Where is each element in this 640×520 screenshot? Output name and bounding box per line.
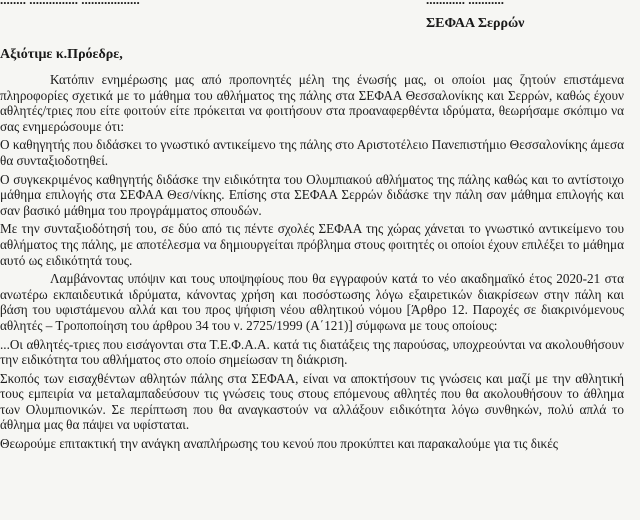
recipient-line: ΣΕΦΑΑ Σερρών	[426, 16, 525, 31]
paragraph-law-quote: ...Οι αθλητές-τριες που εισάγονται στα Τ.Ε.Φ.Α.Α. κατά τις διατάξεις της παρούσας, υποχρεούνται να ακολουθήσουν την ειδικότητα του αθλήματος στο οποίο σημείωσαν τη διάκριση.	[0, 336, 624, 368]
letter-body	[0, 72, 624, 455]
paragraph-request: Θεωρούμε επιτακτική την ανάγκη αναπλήρωσης του κενού που προκύπτει και παρακαλούμε για τις δικές	[0, 436, 558, 452]
paragraph-consequence: Με την συνταξιοδότησή του, σε δύο από τις πέντε σχολές ΣΕΦΑΑ της χώρας χάνεται το γνωστικό αντικείμενο του αθλήματος της πάλης, με αποτέλεσμα να δημιουργείται πρόβλημα στους φοιτητές οι οποίοι έχουν επιλέξει το μάθημα αυτό ως ειδικότητά τους.	[0, 221, 624, 268]
header-right-cut-text	[426, 0, 504, 7]
paragraph-intro: Κατόπιν ενημέρωσης μας από προπονητές μέλη της ένωσής μας, οι οποίοι μας ζητούν επιστάμενα πληροφορίες σχετικά με το μάθημα του αθλήματος της πάλης στα ΣΕΦΑΑ Θεσσαλονίκης και Σερρών, καθώς έχουν αθλητές/τριες που είτε φοιτούν είτε πρόκειται να φοιτήσουν στα προαναφερθέντα ιδρύματα, θεωρήσαμε σκόπιμο να σας ενημερώσουμε ότι:	[0, 72, 624, 134]
salutation: Αξιότιμε κ.Πρόεδρε,	[0, 47, 123, 62]
paragraph-purpose: Σκοπός των εισαχθέντων αθλητών πάλης στα ΣΕΦΑΑ, είναι να αποκτήσουν τις γνώσεις και μαζί με την αθλητική τους εμπειρία να μεταλαμπαδεύσουν τις γνώσεις τους στους επόμενους αθλητές που θα ακολουθήσουν το άθλημα των Ολυμπιονικών. Σε περίπτωση που θα αναγκαστούν να αλλάξουν ειδικότητα λόγω συνθηκών, πολύ απλά το άθλημα μας θα πάψει να υφίσταται.	[0, 370, 624, 433]
header-left-cut-text	[0, 0, 140, 7]
paragraph-teaching-details: Ο συγκεκριμένος καθηγητής διδάσκε την ειδικότητα του Ολυμπιακού αθλήματος της πάλης καθώς και το αντίστοιχο μάθημα επιλογής στα ΣΕΦΑΑ Θεσ/νίκης. Επίσης στα ΣΕΦΑΑ Σερρών διδάσκε την πάλη σαν μάθημα επιλογής και σαν βασικό μάθημα του προγράμματος σπουδών.	[0, 171, 624, 218]
paragraph-legal-context: Λαμβάνοντας υπόψιν και τους υποψηφίους που θα εγγραφούν κατά το νέο ακαδημαϊκό έτος 2020-21 στα ανωτέρω εκπαιδευτικά ιδρύματα, κάνοντας χρήση και ποσόστωσης λόγω εξαιρετικών διακρίσεων στην πάλη και βάση του υφιστάμενου αλλά και του προς ψήφιση νέου αθλητικού νόμου [Άρθρο 12. Παροχές σε διακρινόμενους αθλητές – Τροποποίηση του άρθρου 34 του ν. 2725/1999 (Α΄121)] σύμφωνα με τους οποίους:	[0, 271, 624, 333]
paragraph-retirement-notice: Ο καθηγητής που διδάσκει το γνωστικό αντικείμενο της πάλης στο Αριστοτέλειο Πανεπιστήμιο Θεσσαλονίκης άμεσα θα συνταξιοδοτηθεί.	[0, 137, 624, 168]
